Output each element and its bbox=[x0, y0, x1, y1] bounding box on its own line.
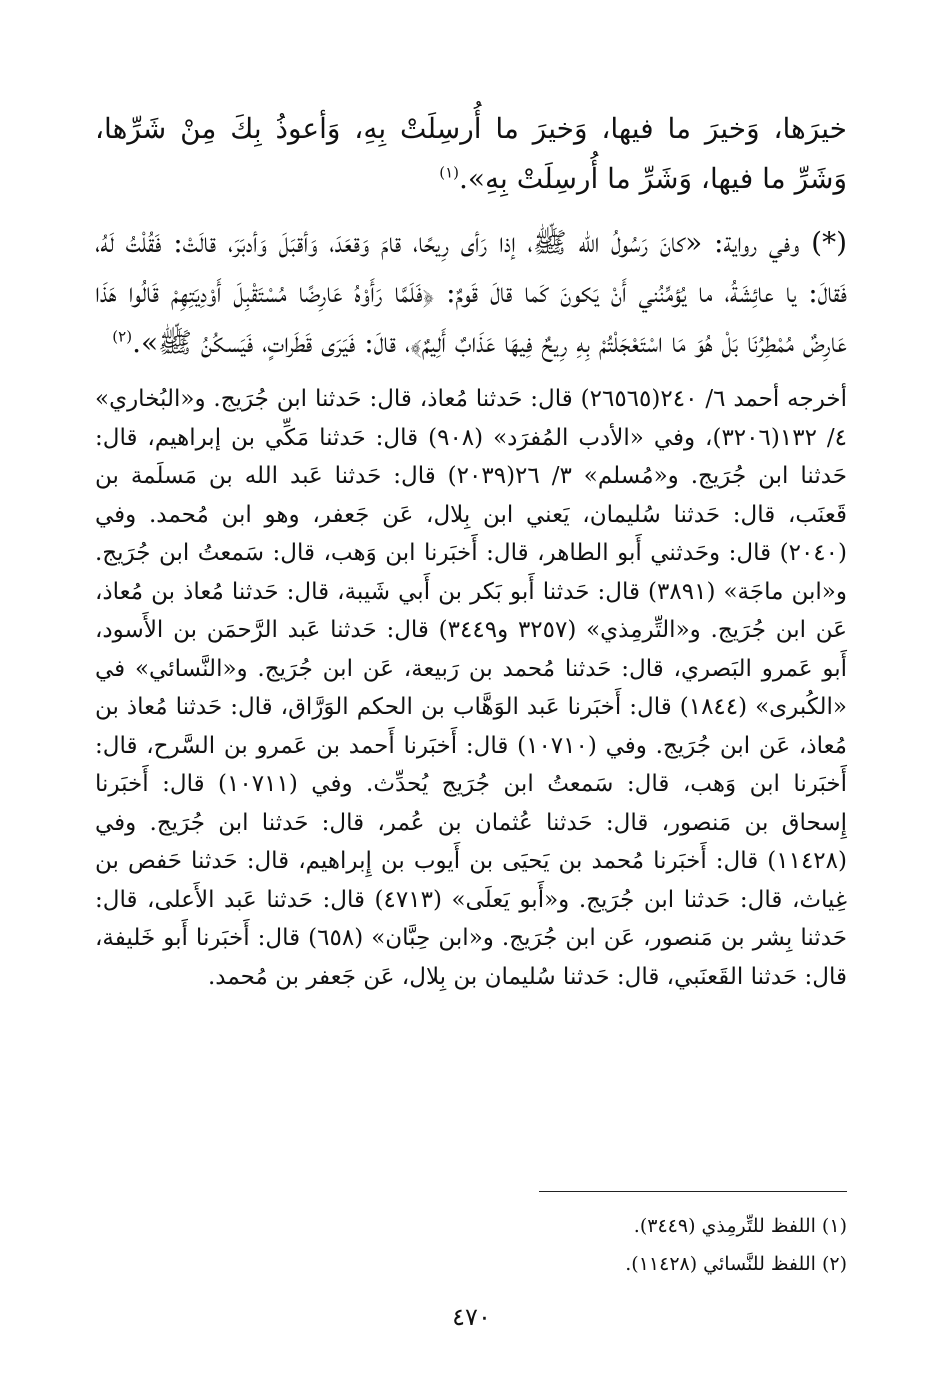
footnote-divider bbox=[539, 1191, 847, 1192]
footnote-1: (١) اللفظ للتِّرمِذي (٣٤٤٩). bbox=[633, 1215, 847, 1237]
page-number: ٤٧٠ bbox=[452, 1303, 491, 1331]
main-text bbox=[95, 104, 847, 996]
footnote-ref-1[interactable]: (١) bbox=[439, 163, 459, 182]
footnote-ref-2[interactable]: (٢) bbox=[112, 327, 133, 346]
footnote-2: (٢) اللفظ للنَّسائي (١١٤٢٨). bbox=[625, 1253, 847, 1275]
hadith-paragraph-2 bbox=[95, 218, 847, 368]
hadith-text-2: (*) وفي رواية: «كانَ رَسُولُ الله ﷺ، إذا رَأى رِيحًا، قامَ وَقعَدَ، وَأقبَلَ وَأدبَرَ، قالَتْ: فَقُلْتُ لَهُ، فَقالَ: يا عائِشَةُ، ما يُؤمِّنُني أَنْ يَكونَ كَما قالَ قَومٌ: ﴿فَلَمَّا رَأَوْهُ عَارِضًا مُسْتَقْبِلَ أَوْدِيَتِهِمْ قَالُوا هَذَا عَارِضٌ مُمْطِرُنَا بَلْ هُوَ مَا اسْتَعْجَلْتُمْ بِهِ رِيحٌ فِيهَا عَذَابٌ أَلِيمٌ﴾، قالَ: فَيَرَى قَطَراتٍ، فَيَسكُنُ ﷺ». bbox=[95, 226, 847, 359]
hadith-text-1: خيرَها، وَخيرَ ما فيها، وَخيرَ ما أُرسِلَتْ بِهِ، وَأعوذُ بِكَ مِنْ شَرِّها، وَشَرِّ ما فيها، وَشَرِّ ما أُرسِلَتْ بِهِ». bbox=[95, 112, 847, 195]
takhrij-paragraph: أخرجه أحمد ٦/ ٢٤٠(٢٦٥٦٥) قال: حَدثنا مُعاذ، قال: حَدثنا ابن جُرَيج. و«البُخاري» ٤/ ١٣٢(٣٢٠٦)، وفي «الأدب المُفرَد» (٩٠٨) قال: حَدثنا مَكِّي بن إبراهيم، قال: حَدثنا ابن جُرَيج. و«مُسلم» ٣/ ٢٦(٢٠٣٩) قال: حَدثنا عَبد الله بن مَسلَمة بن قَعنَب، قال: حَدثنا سُليمان، يَعني ابن بِلال، عَن جَعفر، وهو ابن مُحمد. وفي (٢٠٤٠) قال: وحَدثني أَبو الطاهر، قال: أَخبَرنا ابن وَهب، قال: سَمعتُ ابن جُرَيج. و«ابن ماجَة» (٣٨٩١) قال: حَدثنا أَبو بَكر بن أَبي شَيبة، قال: حَدثنا مُعاذ بن مُعاذ، عَن ابن جُرَيج. و«التِّرمِذي» (٣٢٥٧ و٣٤٤٩) قال: حَدثنا عَبد الرَّحمَن بن الأَسود، أَبو عَمرو البَصري، قال: حَدثنا مُحمد بن رَبيعة، عَن ابن جُرَيج. و«النَّسائي» في «الكُبرى» (١٨٤٤) قال: أَخبَرنا عَبد الوَهَّاب بن الحكم الوَرَّاق، قال: حَدثنا مُعاذ بن مُعاذ، عَن ابن جُرَيج. وفي (١٠٧١٠) قال: أَخبَرنا أَحمد بن عَمرو بن السَّرح، قال: أَخبَرنا ابن وَهب، قال: سَمعتُ ابن جُرَيج يُحدِّث. وفي (١٠٧١١) قال: أَخبَرنا إِسحاق بن مَنصور، قال: حَدثنا عُثمان بن عُمر، قال: حَدثنا ابن جُرَيج. وفي (١١٤٢٨) قال: أَخبَرنا مُحمد بن يَحيَى بن أَيوب بن إِبراهيم، قال: حَدثنا حَفص بن غِياث، قال: حَدثنا ابن جُرَيج. و«أَبو يَعلَى» (٤٧١٣) قال: حَدثنا عَبد الأَعلى، قال: حَدثنا بِشر بن مَنصور، عَن ابن جُرَيج. و«ابن حِبَّان» (٦٥٨) قال: أَخبَرنا أَبو خَليفة، قال: حَدثنا القَعنَبي، قال: حَدثنا سُليمان بن بِلال، عَن جَعفر بن مُحمد. bbox=[95, 386, 848, 990]
hadith-paragraph-1 bbox=[95, 104, 847, 204]
footnotes bbox=[95, 1207, 847, 1283]
